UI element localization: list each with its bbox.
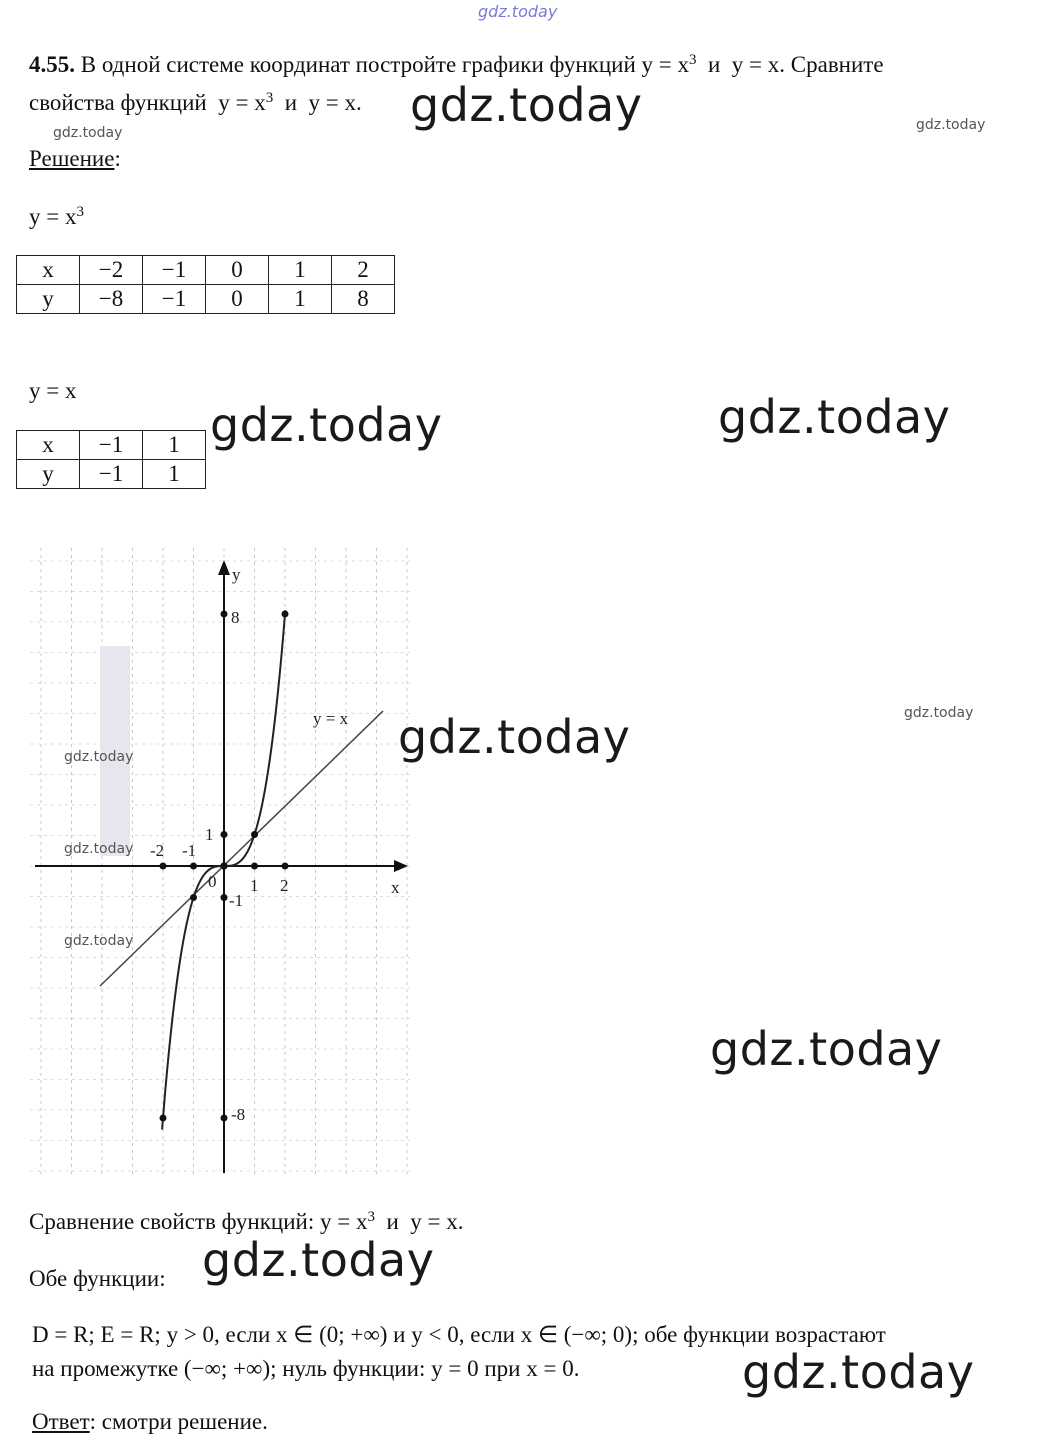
line-label: y = x bbox=[313, 709, 349, 728]
function-2-label: y = x bbox=[29, 378, 77, 403]
data-point bbox=[221, 611, 228, 618]
tick-label-x: -1 bbox=[182, 841, 197, 860]
table-row: x −1 1 bbox=[17, 431, 206, 460]
tick-label-y: -8 bbox=[231, 1105, 246, 1124]
watermark-small: gdz.today bbox=[64, 749, 134, 765]
watermark: gdz.today bbox=[210, 398, 443, 452]
data-point bbox=[282, 611, 289, 618]
watermark-small: gdz.today bbox=[64, 841, 134, 857]
data-point bbox=[221, 1115, 228, 1122]
data-point bbox=[221, 894, 228, 901]
watermark-small: gdz.today bbox=[916, 117, 986, 133]
watermark: gdz.today bbox=[410, 78, 643, 132]
watermark-small: gdz.today bbox=[53, 125, 123, 141]
x-axis-arrow-icon bbox=[394, 860, 408, 872]
y-axis-arrow-icon bbox=[218, 560, 230, 575]
values-table-linear bbox=[16, 430, 206, 489]
watermark-top: gdz.today bbox=[478, 2, 558, 21]
table-row: y −1 1 bbox=[17, 460, 206, 489]
watermark: gdz.today bbox=[202, 1233, 435, 1287]
watermark: gdz.today bbox=[742, 1345, 975, 1399]
tick-label-y: 8 bbox=[231, 608, 240, 627]
answer: Ответ: смотри решение. bbox=[32, 1409, 268, 1434]
table-row: y −8 −1 0 1 8 bbox=[17, 285, 395, 314]
watermark-small: gdz.today bbox=[904, 705, 974, 721]
watermark: gdz.today bbox=[710, 1022, 943, 1076]
solution-heading: Решение: bbox=[29, 146, 121, 171]
data-point bbox=[221, 863, 228, 870]
grid bbox=[30, 548, 410, 1178]
line-y-equals-x bbox=[100, 711, 383, 986]
both-functions-label: Обе функции: bbox=[29, 1266, 166, 1291]
comparison-title: Сравнение свойств функций: $y = x^3$ и y = x. bbox=[29, 1209, 464, 1234]
tick-label-x: 2 bbox=[280, 876, 289, 895]
data-point bbox=[160, 1115, 167, 1122]
properties-line-2: на промежутке (−∞; +∞); нуль функции: y = 0 при x = 0. bbox=[32, 1356, 580, 1381]
y-axis-label: y bbox=[232, 565, 241, 584]
watermark: gdz.today bbox=[398, 710, 631, 764]
data-point bbox=[160, 863, 167, 870]
table-row: x −2 −1 0 1 2 bbox=[17, 256, 395, 285]
problem-number: 4.55. bbox=[29, 52, 75, 77]
function-1-label: $y = x^3$ bbox=[29, 204, 84, 229]
data-point bbox=[190, 894, 197, 901]
function-graph bbox=[30, 548, 410, 1178]
tick-label-x: 1 bbox=[250, 876, 259, 895]
data-point bbox=[282, 863, 289, 870]
problem-line-2: свойства функций $y = x^3$ и y = x. bbox=[29, 90, 362, 115]
problem-line-1: 4.55. В одной системе координат постройте графики функций $y = x^3$ и y = x. Сравните bbox=[29, 52, 884, 77]
tick-label-y: -1 bbox=[229, 891, 244, 910]
watermark-small: gdz.today bbox=[64, 933, 134, 949]
tick-label-y: 1 bbox=[205, 825, 214, 844]
tick-label-x: 0 bbox=[208, 872, 217, 891]
data-point bbox=[251, 863, 258, 870]
x-axis-label: x bbox=[391, 878, 400, 897]
data-point bbox=[190, 863, 197, 870]
properties-line-1: D = R; E = R; y > 0, если x ∈ (0; +∞) и y < 0, если x ∈ (−∞; 0); обе функции возрастают bbox=[32, 1322, 886, 1347]
values-table-cubic bbox=[16, 255, 395, 314]
data-point bbox=[251, 831, 258, 838]
tick-label-x: -2 bbox=[150, 841, 165, 860]
data-point bbox=[221, 831, 228, 838]
watermark: gdz.today bbox=[718, 390, 951, 444]
